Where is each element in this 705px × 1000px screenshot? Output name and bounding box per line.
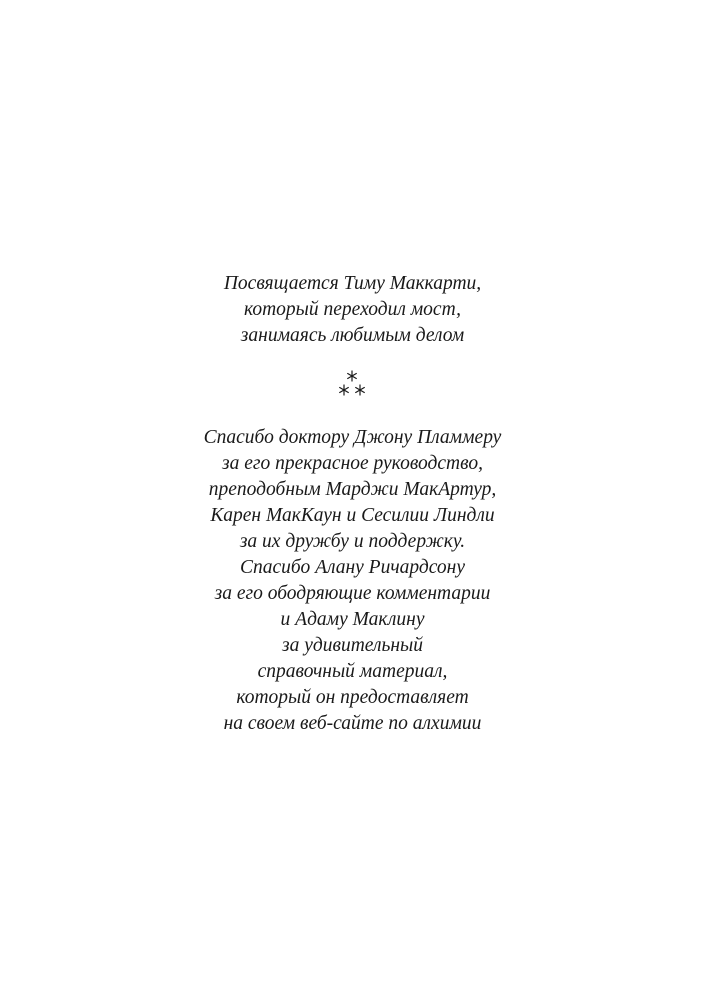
acknowledgement-line: за его ободряющие комментарии	[214, 583, 491, 604]
acknowledgement-line: который он предоставляет	[236, 687, 469, 708]
acknowledgement-line: и Адаму Маклину	[280, 609, 425, 630]
acknowledgement-line: за их дружбу и поддержку.	[239, 531, 466, 552]
dedication-block	[0, 271, 705, 349]
acknowledgement-line: Спасибо Алану Ричардсону	[239, 557, 465, 578]
dedication-line: занимаясь любимым делом	[240, 325, 465, 346]
acknowledgement-line: на своем веб-сайте по алхимии	[223, 713, 482, 734]
acknowledgement-line: за его прекрасное руководство,	[222, 453, 483, 474]
asterism-icon	[336, 369, 368, 399]
acknowledgement-line: справочный материал,	[257, 661, 448, 682]
acknowledgement-line: за удивительный	[282, 635, 423, 656]
acknowledgement-line: преподобным Марджи МакАртур,	[208, 479, 497, 500]
acknowledgements-block-1	[0, 425, 705, 555]
acknowledgement-line: Карен МакКаун и Сесилии Линдли	[210, 505, 495, 526]
dedication-line: Посвящается Тиму Маккарти,	[223, 273, 482, 294]
acknowledgement-line: Спасибо доктору Джону Пламмеру	[203, 427, 502, 448]
acknowledgements-block-2	[0, 555, 705, 737]
dedication-line: который переходил мост,	[243, 299, 462, 320]
